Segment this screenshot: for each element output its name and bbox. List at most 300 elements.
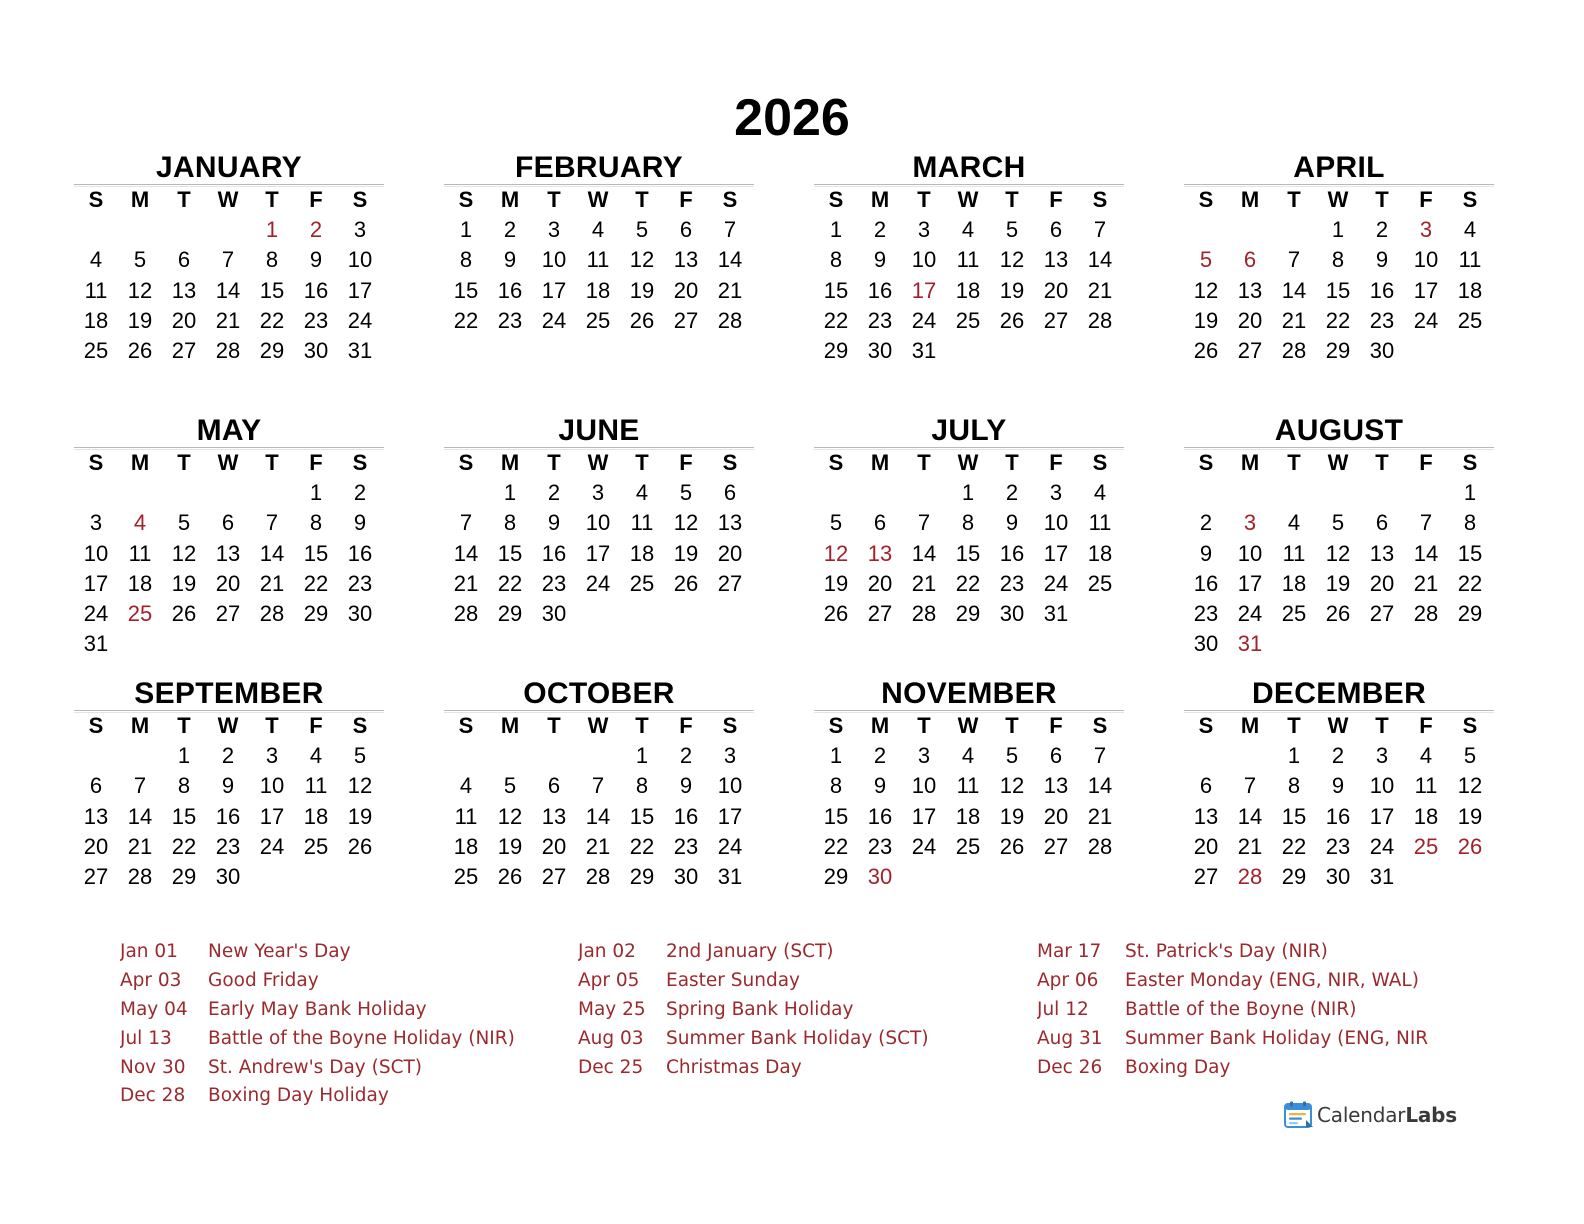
empty-cell (1184, 478, 1228, 508)
day-cell: 18 (1281, 570, 1307, 596)
day-cell: 10 (541, 247, 567, 273)
weekday-label: T (177, 187, 191, 212)
holiday-date-label: Dec 26 (1037, 1056, 1103, 1078)
holiday-date: 12 (823, 540, 849, 566)
weekday-header (1184, 447, 1494, 478)
empty-cell (118, 741, 162, 771)
day-cell: 8 (1287, 773, 1301, 799)
day-cell: 12 (347, 773, 373, 799)
day-grid (444, 478, 754, 629)
day-cell: 18 (1413, 803, 1439, 829)
day-cell: 3 (591, 480, 605, 505)
holiday-date: 6 (1243, 247, 1257, 273)
day-cell: 6 (1049, 217, 1063, 242)
day-cell: 13 (1369, 540, 1395, 566)
day-cell: 16 (867, 277, 893, 303)
day-cell: 18 (1087, 540, 1113, 566)
day-cell: 31 (347, 338, 373, 364)
day-cell: 23 (867, 833, 893, 859)
day-cell: 23 (673, 833, 699, 859)
weekday-label: S (458, 187, 474, 212)
day-cell: 25 (1457, 307, 1483, 333)
month-name: JUNE (558, 414, 640, 447)
holiday-date-label: Nov 30 (120, 1056, 186, 1078)
holiday-date-label: Dec 28 (120, 1085, 186, 1107)
day-cell: 20 (1193, 833, 1219, 859)
day-cell: 17 (911, 803, 937, 829)
weekday-label: T (265, 713, 279, 738)
day-cell: 14 (259, 540, 285, 566)
day-grid (74, 215, 384, 366)
day-cell: 29 (823, 338, 849, 364)
day-cell: 31 (1043, 601, 1069, 627)
weekday-label: W (217, 450, 239, 475)
weekday-label: W (957, 187, 979, 212)
day-cell: 13 (673, 247, 699, 273)
day-cell: 21 (1281, 307, 1307, 333)
month-name: OCTOBER (523, 677, 675, 710)
holiday-date: 30 (867, 864, 893, 890)
holiday-name: Easter Sunday (666, 969, 801, 991)
day-cell: 29 (303, 601, 329, 627)
month-name: NOVEMBER (881, 677, 1057, 710)
day-cell: 2 (1331, 743, 1345, 768)
day-cell: 2 (873, 217, 887, 242)
day-cell: 8 (459, 247, 473, 273)
day-cell: 15 (629, 803, 655, 829)
day-cell: 15 (497, 540, 523, 566)
day-cell: 3 (917, 217, 931, 242)
day-cell: 15 (259, 277, 285, 303)
day-cell: 2 (547, 480, 561, 505)
day-cell: 15 (823, 277, 849, 303)
day-cell: 10 (717, 773, 743, 799)
day-cell: 8 (1463, 510, 1477, 536)
day-cell: 11 (1414, 773, 1438, 799)
day-cell: 3 (723, 743, 737, 768)
day-cell: 20 (83, 833, 109, 859)
day-cell: 1 (829, 743, 843, 768)
day-cell: 10 (83, 540, 109, 566)
day-cell: 12 (1193, 277, 1219, 303)
holiday-item (578, 996, 1048, 1025)
day-cell: 15 (955, 540, 981, 566)
holiday-date-label: Jan 02 (578, 941, 636, 962)
day-cell: 24 (585, 570, 611, 596)
day-cell: 17 (83, 570, 109, 596)
day-cell: 24 (1237, 601, 1263, 627)
day-cell: 10 (911, 247, 937, 273)
day-cell: 27 (1043, 307, 1069, 333)
holiday-name: Spring Bank Holiday (666, 998, 854, 1020)
empty-cell (162, 478, 206, 508)
day-cell: 5 (503, 773, 517, 799)
weekday-label: S (1462, 713, 1478, 738)
day-cell: 15 (303, 540, 329, 566)
brand-name-bold: Labs (1405, 1103, 1458, 1127)
weekday-label: T (1287, 187, 1301, 212)
day-cell: 30 (541, 601, 567, 627)
weekday-label: F (309, 187, 323, 212)
holiday-date-label: May 04 (120, 998, 188, 1020)
day-cell: 18 (585, 277, 611, 303)
empty-cell (576, 741, 620, 771)
day-cell: 26 (1193, 338, 1219, 364)
holiday-name: Battle of the Boyne Holiday (NIR) (208, 1027, 515, 1049)
day-cell: 30 (1193, 631, 1219, 657)
empty-cell (1184, 741, 1228, 771)
day-cell: 25 (955, 307, 981, 333)
day-cell: 3 (1375, 743, 1389, 768)
day-cell: 28 (1087, 307, 1113, 333)
holiday-date-label: Mar 17 (1037, 941, 1102, 962)
day-cell: 21 (585, 833, 611, 859)
day-cell: 21 (1087, 277, 1113, 303)
weekday-label: T (1287, 450, 1301, 475)
day-cell: 1 (309, 480, 323, 505)
holiday-item (120, 996, 590, 1025)
day-cell: 29 (171, 864, 197, 890)
weekday-label: T (1287, 713, 1301, 738)
day-cell: 18 (955, 803, 981, 829)
day-cell: 14 (1413, 540, 1439, 566)
day-cell: 29 (497, 601, 523, 627)
day-cell: 7 (1093, 743, 1107, 768)
weekday-label: M (870, 187, 890, 212)
day-cell: 15 (171, 803, 197, 829)
day-cell: 6 (1375, 510, 1389, 536)
day-grid (814, 215, 1124, 366)
holiday-name: Boxing Day Holiday (208, 1085, 389, 1107)
weekday-label: T (635, 187, 649, 212)
holiday-list-middle (578, 938, 1048, 1082)
day-cell: 7 (1419, 510, 1433, 536)
day-cell: 14 (1237, 803, 1263, 829)
day-cell: 15 (1281, 803, 1307, 829)
day-cell: 22 (629, 833, 655, 859)
day-cell: 31 (83, 631, 109, 657)
weekday-label: T (1005, 450, 1019, 475)
day-cell: 8 (829, 247, 843, 273)
weekday-label: T (1375, 713, 1389, 738)
weekday-label: S (828, 713, 844, 738)
weekday-label: T (265, 187, 279, 212)
day-cell: 16 (303, 277, 329, 303)
day-cell: 6 (1049, 743, 1063, 768)
day-cell: 24 (911, 833, 937, 859)
day-cell: 17 (347, 277, 373, 303)
weekday-label: S (1462, 187, 1478, 212)
day-cell: 7 (1287, 247, 1301, 273)
holiday-name: 2nd January (SCT) (666, 941, 834, 962)
day-cell: 20 (171, 307, 197, 333)
weekday-label: S (88, 713, 104, 738)
day-cell: 16 (999, 540, 1025, 566)
day-cell: 13 (717, 510, 743, 536)
day-cell: 16 (1369, 277, 1395, 303)
day-cell: 5 (679, 480, 693, 505)
weekday-label: S (722, 187, 738, 212)
day-grid (1184, 215, 1494, 366)
day-cell: 20 (717, 540, 743, 566)
weekday-label: W (587, 450, 609, 475)
day-cell: 23 (215, 833, 241, 859)
day-grid (814, 741, 1124, 892)
month-june (444, 414, 754, 629)
holiday-date: 31 (1237, 631, 1263, 657)
day-cell: 7 (221, 247, 235, 273)
day-cell: 23 (999, 570, 1025, 596)
day-cell: 8 (961, 510, 975, 536)
holiday-item (1037, 1025, 1507, 1054)
day-cell: 21 (127, 833, 153, 859)
month-name: AUGUST (1274, 414, 1404, 447)
day-cell: 24 (1043, 570, 1069, 596)
month-july (814, 414, 1124, 629)
weekday-label: T (917, 450, 931, 475)
weekday-label: M (130, 450, 150, 475)
day-cell: 12 (171, 540, 197, 566)
day-cell: 22 (823, 307, 849, 333)
day-cell: 26 (999, 307, 1025, 333)
day-cell: 20 (215, 570, 241, 596)
weekday-label: F (1419, 713, 1433, 738)
day-cell: 8 (829, 773, 843, 799)
weekday-label: T (635, 450, 649, 475)
weekday-header (444, 184, 754, 215)
day-cell: 28 (1087, 833, 1113, 859)
holiday-item (120, 967, 590, 996)
day-cell: 5 (1463, 743, 1477, 768)
day-cell: 26 (497, 864, 523, 890)
day-cell: 11 (630, 510, 654, 536)
weekday-label: S (352, 450, 368, 475)
day-cell: 10 (911, 773, 937, 799)
weekday-label: S (722, 450, 738, 475)
day-cell: 5 (635, 217, 649, 242)
day-cell: 12 (497, 803, 523, 829)
day-cell: 8 (503, 510, 517, 536)
weekday-label: W (587, 187, 609, 212)
holiday-name: Good Friday (208, 969, 319, 991)
month-may (74, 414, 384, 660)
day-cell: 11 (956, 247, 980, 273)
day-cell: 5 (829, 510, 843, 536)
holiday-date: 13 (867, 540, 893, 566)
empty-cell (1316, 478, 1360, 508)
day-cell: 22 (955, 570, 981, 596)
day-cell: 21 (1087, 803, 1113, 829)
day-cell: 13 (171, 277, 197, 303)
holiday-date-label: Apr 03 (120, 969, 182, 991)
day-cell: 15 (1325, 277, 1351, 303)
day-cell: 8 (265, 247, 279, 273)
day-cell: 29 (955, 601, 981, 627)
day-cell: 5 (1005, 217, 1019, 242)
day-cell: 31 (911, 338, 937, 364)
day-cell: 30 (215, 864, 241, 890)
month-name: DECEMBER (1251, 677, 1427, 710)
brand-name-regular: Calendar (1317, 1103, 1406, 1127)
weekday-header (1184, 184, 1494, 215)
holiday-date: 3 (1419, 217, 1433, 242)
day-cell: 10 (1043, 510, 1069, 536)
day-cell: 8 (177, 773, 191, 799)
holiday-date: 25 (1413, 833, 1439, 859)
day-cell: 24 (1413, 307, 1439, 333)
month-name: MAY (196, 414, 262, 447)
day-cell: 19 (629, 277, 655, 303)
weekday-label: T (917, 713, 931, 738)
empty-cell (1228, 478, 1272, 508)
day-cell: 24 (83, 601, 109, 627)
day-cell: 27 (1043, 833, 1069, 859)
holiday-date-label: Jan 01 (120, 941, 178, 962)
day-cell: 1 (829, 217, 843, 242)
day-cell: 6 (177, 247, 191, 273)
day-cell: 20 (673, 277, 699, 303)
holiday-item (1037, 1054, 1507, 1083)
empty-cell (444, 741, 488, 771)
day-cell: 17 (585, 540, 611, 566)
holiday-name: Summer Bank Holiday (SCT) (666, 1027, 929, 1049)
month-september (74, 677, 384, 892)
weekday-label: W (957, 713, 979, 738)
day-cell: 19 (127, 307, 153, 333)
empty-cell (858, 478, 902, 508)
day-cell: 3 (1049, 480, 1063, 505)
day-cell: 11 (1282, 540, 1306, 566)
weekday-label: F (679, 713, 693, 738)
day-cell: 10 (1237, 540, 1263, 566)
weekday-header (444, 710, 754, 741)
day-cell: 2 (1375, 217, 1389, 242)
day-cell: 20 (541, 833, 567, 859)
weekday-label: M (1240, 713, 1260, 738)
holiday-date-label: Apr 05 (578, 969, 640, 991)
day-cell: 9 (873, 773, 887, 799)
day-cell: 19 (1193, 307, 1219, 333)
day-cell: 30 (1369, 338, 1395, 364)
calendar-icon (1284, 1101, 1314, 1129)
weekday-label: M (1240, 450, 1260, 475)
weekday-label: T (177, 713, 191, 738)
empty-cell (814, 478, 858, 508)
holiday-item (1037, 996, 1507, 1025)
day-cell: 9 (679, 773, 693, 799)
day-cell: 28 (585, 864, 611, 890)
day-cell: 9 (547, 510, 561, 536)
weekday-label: M (1240, 187, 1260, 212)
weekday-header (74, 710, 384, 741)
day-cell: 11 (84, 277, 108, 303)
day-cell: 28 (453, 601, 479, 627)
weekday-label: M (870, 450, 890, 475)
holiday-name: New Year's Day (208, 941, 351, 962)
day-cell: 25 (303, 833, 329, 859)
weekday-label: S (828, 187, 844, 212)
day-cell: 29 (1457, 601, 1483, 627)
holiday-date: 17 (911, 277, 937, 303)
holiday-item (120, 938, 590, 967)
day-cell: 17 (259, 803, 285, 829)
day-cell: 13 (1043, 247, 1069, 273)
day-cell: 17 (1043, 540, 1069, 566)
weekday-label: F (1419, 187, 1433, 212)
day-cell: 1 (961, 480, 975, 505)
weekday-label: M (130, 187, 150, 212)
weekday-label: T (1375, 187, 1389, 212)
month-april (1184, 151, 1494, 366)
day-cell: 10 (259, 773, 285, 799)
day-cell: 19 (1457, 803, 1483, 829)
day-cell: 14 (453, 540, 479, 566)
day-cell: 18 (453, 833, 479, 859)
holiday-date: 25 (127, 601, 153, 627)
day-cell: 3 (265, 743, 279, 768)
day-cell: 12 (673, 510, 699, 536)
day-cell: 1 (177, 743, 191, 768)
day-cell: 10 (1413, 247, 1439, 273)
day-cell: 23 (497, 307, 523, 333)
weekday-label: S (352, 187, 368, 212)
day-cell: 20 (867, 570, 893, 596)
day-cell: 23 (867, 307, 893, 333)
day-cell: 22 (1281, 833, 1307, 859)
day-cell: 4 (635, 480, 649, 505)
day-cell: 24 (347, 307, 373, 333)
month-name: JANUARY (155, 151, 302, 184)
holiday-date: 28 (1237, 864, 1263, 890)
day-cell: 27 (867, 601, 893, 627)
day-grid (444, 741, 754, 892)
day-cell: 25 (1281, 601, 1307, 627)
empty-cell (1272, 215, 1316, 245)
day-cell: 20 (1043, 803, 1069, 829)
day-cell: 12 (999, 247, 1025, 273)
day-cell: 4 (961, 217, 975, 242)
month-january (74, 151, 384, 366)
holiday-date: 3 (1243, 510, 1257, 536)
holiday-item (1037, 967, 1507, 996)
day-cell: 28 (1413, 601, 1439, 627)
day-cell: 9 (353, 510, 367, 536)
day-cell: 18 (303, 803, 329, 829)
day-cell: 16 (1325, 803, 1351, 829)
holiday-list-right (1037, 938, 1507, 1082)
day-grid (1184, 741, 1494, 892)
day-cell: 29 (1281, 864, 1307, 890)
month-november (814, 677, 1124, 892)
weekday-label: T (1005, 713, 1019, 738)
day-cell: 19 (999, 277, 1025, 303)
holiday-date-label: Jul 12 (1037, 998, 1089, 1020)
day-cell: 7 (591, 773, 605, 799)
day-cell: 20 (1237, 307, 1263, 333)
day-cell: 21 (259, 570, 285, 596)
weekday-label: W (1327, 713, 1349, 738)
holiday-date-label: May 25 (578, 998, 646, 1020)
month-name: FEBRUARY (515, 151, 683, 184)
weekday-label: F (1049, 450, 1063, 475)
empty-cell (74, 215, 118, 245)
day-cell: 25 (453, 864, 479, 890)
day-cell: 10 (585, 510, 611, 536)
day-cell: 17 (1237, 570, 1263, 596)
weekday-header (814, 184, 1124, 215)
day-cell: 7 (133, 773, 147, 799)
day-cell: 28 (259, 601, 285, 627)
